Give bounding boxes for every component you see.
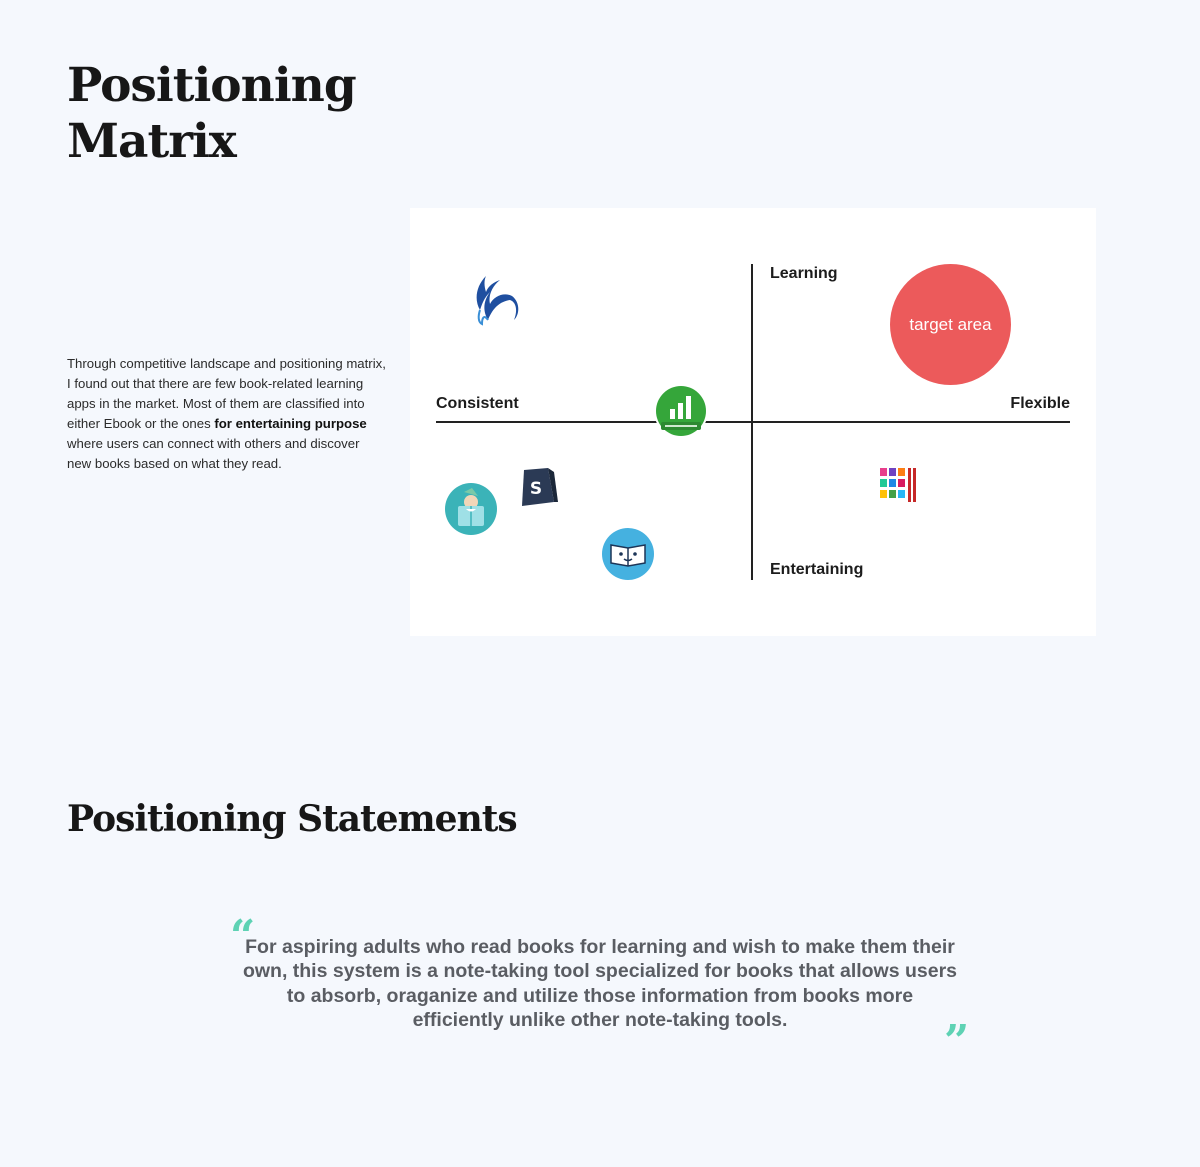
target-area-label: target area (909, 314, 992, 334)
positioning-statement: For aspiring adults who read books for learning and wish to make them their own, this system is a note-taking tool specialized for books that allows users to absorb, oraganize and utilize those information from books more efficiently unlike other note-taking tools. (242, 936, 958, 1031)
blue-swirl-logo-icon (470, 274, 520, 326)
vertical-axis (751, 264, 753, 580)
axis-label-consistent: Consistent (436, 395, 519, 412)
intro-paragraph (67, 354, 387, 474)
colorful-grid-bookshelf-icon (878, 466, 920, 506)
intro-text-part2: where users can connect with others and discover new books based on what they read. (67, 436, 360, 471)
horizontal-axis (436, 421, 1070, 423)
green-bar-chart-app-icon (653, 383, 709, 439)
svg-text:S: S (529, 479, 543, 499)
positioning-matrix (410, 208, 1096, 636)
section-title-statements: Positioning Statements (67, 798, 517, 840)
axis-label-learning: Learning (770, 265, 838, 282)
intro-text-part1: Through competitive landscape and positioning matrix, I found out that there are few book-related learning apps in the market. Most of them are classified into either Ebook or the ones (67, 356, 386, 431)
reading-wizard-app-icon (444, 482, 498, 536)
target-area-circle (890, 264, 1011, 385)
page-title-line1: Positioning (67, 58, 356, 113)
navy-s-book-app-icon (518, 466, 560, 508)
page-title-line2: Matrix (67, 114, 236, 169)
axis-label-flexible: Flexible (1010, 395, 1070, 412)
intro-emphasis: for entertaining purpose (214, 416, 367, 431)
axis-label-entertaining: Entertaining (770, 561, 864, 578)
open-quote-icon: “ (230, 911, 256, 962)
close-quote-icon: ” (944, 1016, 970, 1067)
open-book-face-app-icon (601, 527, 655, 581)
page-title (67, 58, 467, 170)
